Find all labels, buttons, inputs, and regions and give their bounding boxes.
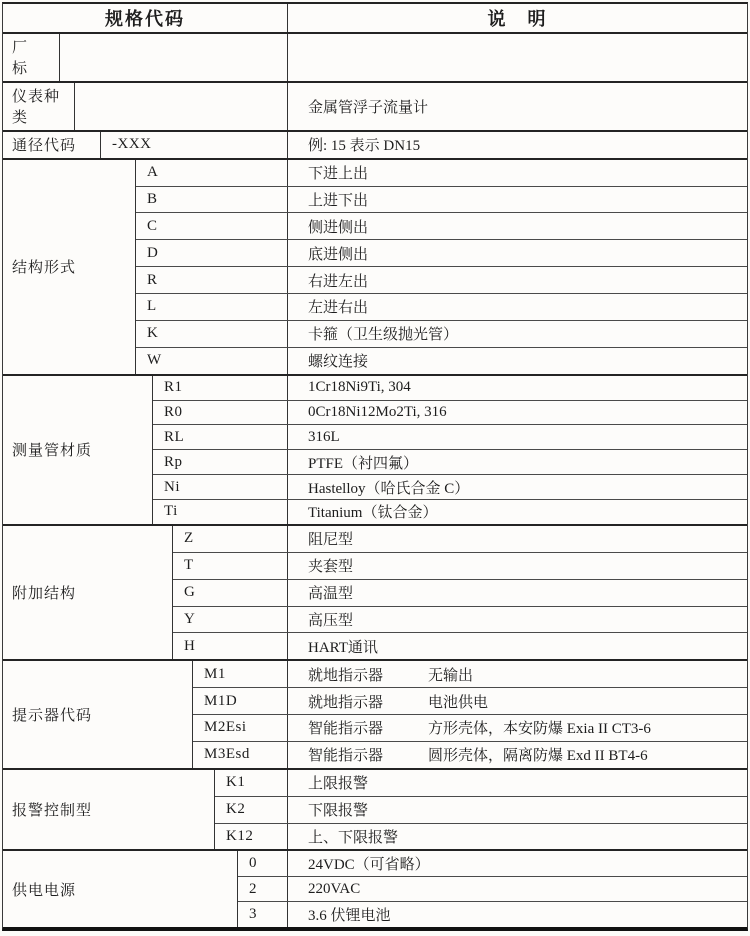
description-text: 高压型: [308, 612, 354, 629]
description-cell: [288, 267, 747, 293]
description-cell: [288, 376, 747, 400]
description-text: 上限报警: [308, 776, 369, 793]
table-row: [60, 34, 747, 81]
section-rows: [153, 376, 747, 524]
description-text: 就地指示器: [308, 694, 384, 711]
description-detail-text: 电池供电: [428, 694, 489, 711]
table-row: [193, 714, 747, 741]
description-text: 1Cr18Ni9Ti, 304: [308, 379, 411, 396]
section-rows: [193, 661, 747, 768]
description-text: 底进侧出: [308, 246, 369, 263]
section-label: 测量管材质: [3, 376, 153, 524]
section-label: 报警控制型: [3, 770, 215, 850]
section-group-5: [3, 526, 747, 661]
section-group-4: [3, 376, 747, 526]
section-label: 提示器代码: [3, 661, 193, 768]
table-row: [153, 499, 747, 524]
description-cell: [288, 661, 747, 687]
description-text: 高温型: [308, 586, 354, 603]
code-cell: Ti: [153, 500, 288, 524]
description-cell: [288, 607, 747, 633]
table-row: [173, 632, 747, 659]
description-text: 夹套型: [308, 559, 354, 576]
code-cell: R0: [153, 401, 288, 425]
description-cell: [288, 34, 747, 81]
code-cell: C: [136, 213, 288, 239]
description-text: 金属管浮子流量计: [308, 99, 429, 116]
description-cell: [288, 294, 747, 320]
table-row: [153, 449, 747, 474]
code-cell: 2: [238, 877, 288, 902]
code-cell: [75, 83, 288, 130]
code-cell: M1: [193, 661, 288, 687]
description-cell: [288, 348, 747, 374]
description-text: 卡箍（卫生级抛光管）: [308, 327, 459, 344]
code-cell: M1D: [193, 688, 288, 714]
description-text: 就地指示器: [308, 667, 384, 684]
description-cell: [288, 797, 747, 823]
description-cell: [288, 633, 747, 659]
col-header-description: 说 明: [487, 9, 548, 29]
description-cell: [288, 688, 747, 714]
code-cell: B: [136, 187, 288, 213]
description-text: 左进右出: [308, 300, 369, 317]
description-cell: [288, 213, 747, 239]
table-row: [136, 186, 747, 213]
description-cell: [288, 401, 747, 425]
section-group-3: [3, 160, 747, 376]
spec-selection-table: [2, 2, 748, 931]
code-cell: H: [173, 633, 288, 659]
section-group-0: [3, 34, 747, 83]
table-row: [136, 320, 747, 347]
description-text: HART通讯: [308, 639, 378, 656]
description-text: 上进下出: [308, 192, 369, 209]
table-row: [215, 770, 747, 796]
table-row: [173, 526, 747, 552]
code-cell: K1: [215, 770, 288, 796]
description-text: 3.6 伏锂电池: [308, 908, 391, 925]
description-text: 右进左出: [308, 273, 369, 290]
description-cell: [288, 132, 747, 158]
code-cell: W: [136, 348, 288, 374]
section-rows: [238, 851, 747, 927]
table-body: [3, 34, 747, 927]
description-text: 螺纹连接: [308, 354, 369, 371]
section-rows: [136, 160, 747, 374]
description-text: 侧进侧出: [308, 219, 369, 236]
code-cell: R: [136, 267, 288, 293]
description-cell: [288, 580, 747, 606]
code-cell: T: [173, 553, 288, 579]
section-group-7: [3, 770, 747, 852]
section-label: 通径代码: [3, 132, 101, 158]
table-row: [238, 876, 747, 902]
section-group-2: [3, 132, 747, 160]
table-row: [153, 424, 747, 449]
code-cell: M3Esd: [193, 742, 288, 768]
code-cell: D: [136, 240, 288, 266]
description-text: 316L: [308, 428, 340, 445]
section-group-1: [3, 83, 747, 132]
description-cell: [288, 770, 747, 796]
description-cell: [288, 851, 747, 876]
code-cell: RL: [153, 425, 288, 449]
description-cell: [288, 742, 747, 768]
description-cell: [288, 526, 747, 552]
description-cell: [288, 240, 747, 266]
table-row: [193, 687, 747, 714]
description-cell: [288, 321, 747, 347]
section-rows: [173, 526, 747, 659]
description-cell: [288, 83, 747, 130]
section-rows: [215, 770, 747, 850]
table-row: [215, 796, 747, 823]
description-text: 阻尼型: [308, 532, 354, 549]
code-cell: R1: [153, 376, 288, 400]
description-cell: [288, 475, 747, 499]
description-text: PTFE（衬四氟）: [308, 455, 419, 472]
description-text: 0Cr18Ni12Mo2Ti, 316: [308, 403, 447, 420]
description-cell: [288, 187, 747, 213]
table-row: [193, 741, 747, 768]
table-header-row: [3, 4, 747, 34]
description-text: Hastelloy（哈氏合金 C）: [308, 480, 470, 497]
description-text: 24VDC（可省略）: [308, 857, 430, 874]
code-cell: K: [136, 321, 288, 347]
description-text: 220VAC: [308, 880, 361, 897]
table-row: [136, 239, 747, 266]
table-row: [153, 400, 747, 425]
code-cell: 3: [238, 902, 288, 927]
description-cell: [288, 450, 747, 474]
section-group-6: [3, 661, 747, 770]
table-row: [101, 132, 747, 158]
table-row: [153, 474, 747, 499]
description-text: 下限报警: [308, 803, 369, 820]
description-text: 智能指示器: [308, 721, 384, 738]
description-detail-text: 无输出: [428, 667, 474, 684]
section-rows: [101, 132, 747, 158]
table-row: [153, 376, 747, 400]
code-cell: 0: [238, 851, 288, 876]
table-row: [136, 160, 747, 186]
description-detail-text: 圆形壳体，隔离防爆 Exd II BT4-6: [428, 748, 648, 765]
code-cell: Rp: [153, 450, 288, 474]
description-text: 下进上出: [308, 166, 369, 183]
description-cell: [288, 715, 747, 741]
table-row: [238, 851, 747, 876]
description-cell: [288, 160, 747, 186]
table-row: [173, 579, 747, 606]
section-label: 附加结构: [3, 526, 173, 659]
description-text: Titanium（钛合金）: [308, 505, 438, 522]
code-cell: A: [136, 160, 288, 186]
section-rows: [60, 34, 747, 81]
code-cell: G: [173, 580, 288, 606]
description-text: 例: 15 表示 DN15: [308, 138, 421, 155]
description-cell: [288, 425, 747, 449]
code-cell: Z: [173, 526, 288, 552]
table-row: [136, 293, 747, 320]
section-label: 厂 标: [3, 34, 60, 81]
code-cell: -XXX: [101, 132, 288, 158]
table-row: [136, 266, 747, 293]
section-group-8: [3, 851, 747, 927]
code-cell: Y: [173, 607, 288, 633]
section-rows: [75, 83, 747, 130]
section-label: 仪表种类: [3, 83, 75, 130]
code-cell: [60, 34, 288, 81]
description-cell: [288, 877, 747, 902]
description-text: 上、下限报警: [308, 829, 399, 846]
code-cell: L: [136, 294, 288, 320]
table-row: [215, 823, 747, 850]
description-cell: [288, 902, 747, 927]
table-row: [238, 901, 747, 927]
section-label: 结构形式: [3, 160, 136, 374]
code-cell: Ni: [153, 475, 288, 499]
description-text: 智能指示器: [308, 748, 384, 765]
col-header-spec-code: 规格代码: [3, 4, 288, 32]
code-cell: M2Esi: [193, 715, 288, 741]
description-cell: [288, 500, 747, 524]
description-detail-text: 方形壳体，本安防爆 Exia II CT3-6: [428, 721, 651, 738]
table-row: [173, 606, 747, 633]
code-cell: K12: [215, 824, 288, 850]
description-cell: [288, 824, 747, 850]
table-row: [173, 552, 747, 579]
table-row: [75, 83, 747, 130]
table-row: [136, 347, 747, 374]
description-cell: [288, 553, 747, 579]
table-row: [136, 212, 747, 239]
code-cell: K2: [215, 797, 288, 823]
table-row: [193, 661, 747, 687]
section-label: 供电电源: [3, 851, 238, 927]
